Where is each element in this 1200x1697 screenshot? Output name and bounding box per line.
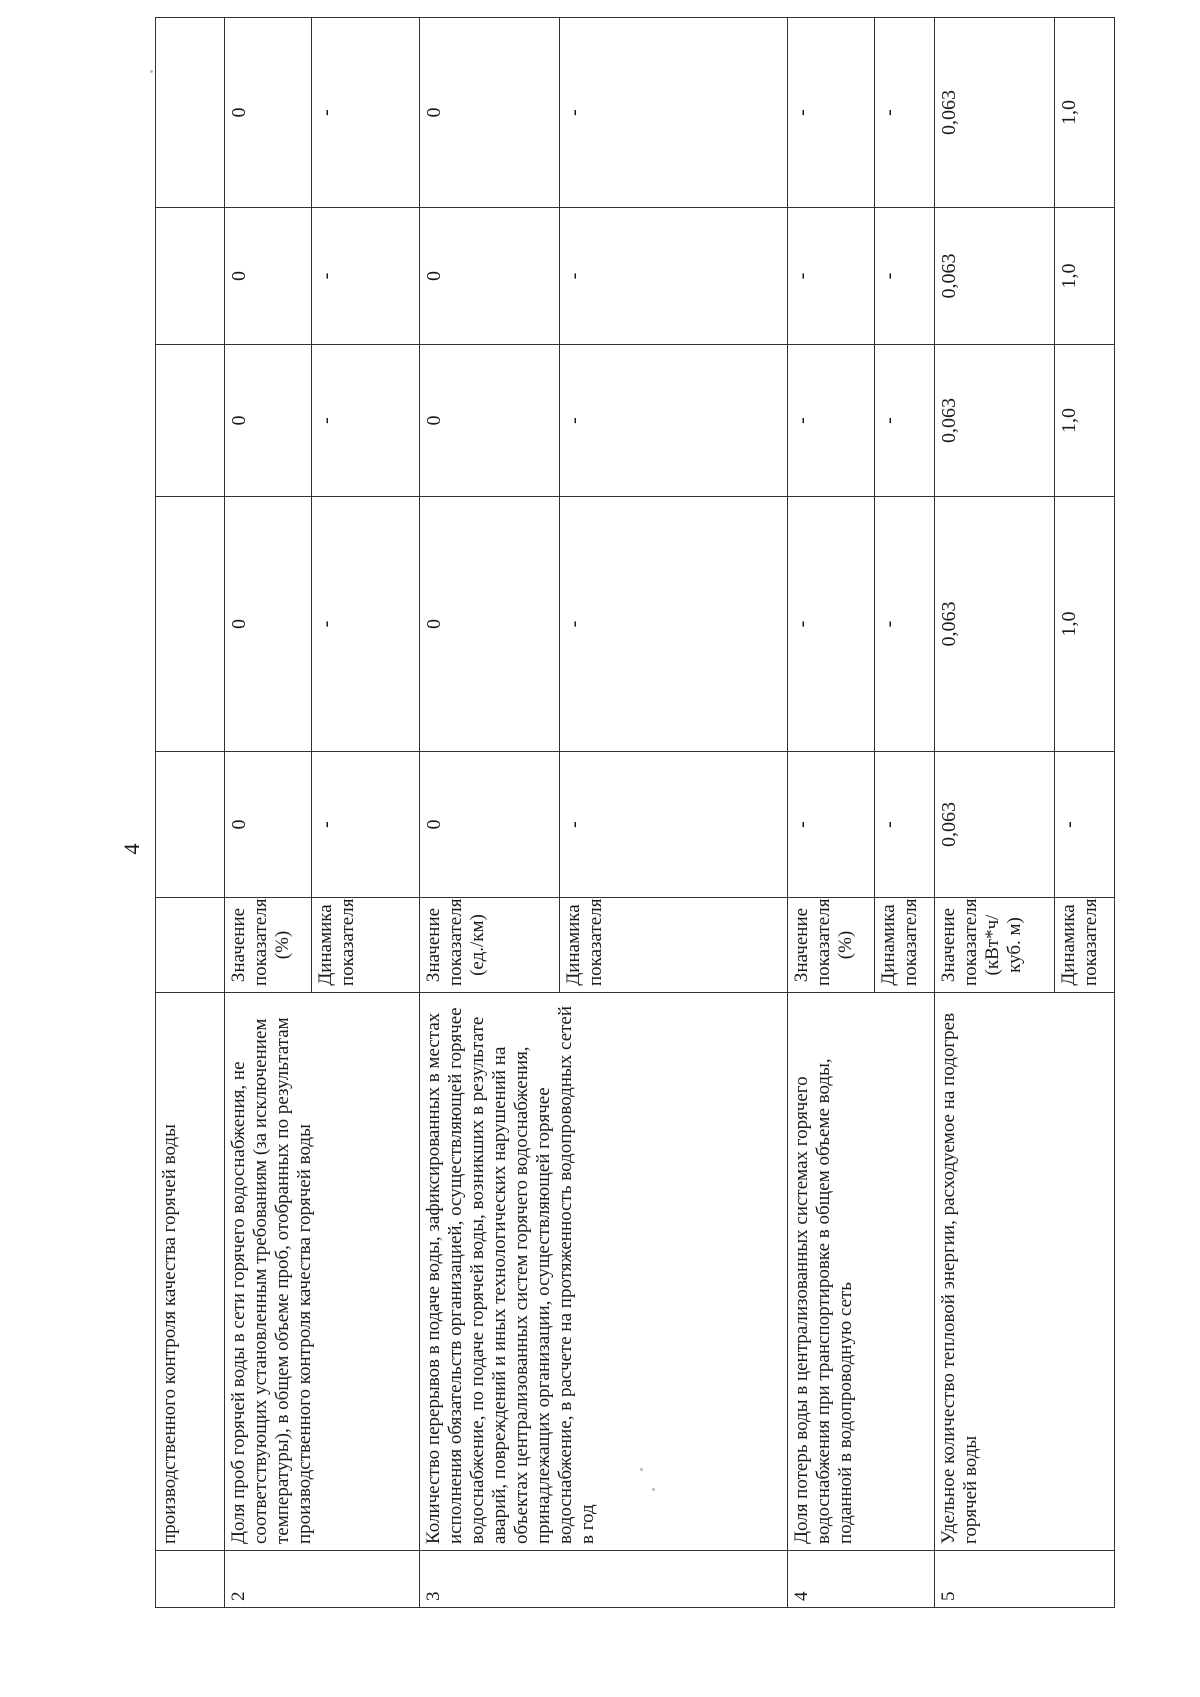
value-cell: - — [311, 208, 420, 345]
row-description: Удельное количество тепловой энергии, расходуемое на подогрев горячей воды — [935, 993, 1115, 1551]
value-cell: 0,063 — [935, 497, 1055, 752]
table-row — [788, 18, 875, 1608]
row-description: Доля потерь воды в централизованных системах горячего водоснабжения при транспортировке в общем объеме воды, поданной в водопроводную сеть — [788, 993, 935, 1551]
indicator-label: Динамика показателя — [1055, 898, 1115, 993]
value-cell: 1,0 — [1055, 497, 1115, 752]
value-cell: 0 — [224, 752, 311, 898]
row-number: 3 — [420, 1551, 788, 1608]
table-row — [420, 18, 559, 1608]
value-cell: - — [875, 18, 935, 208]
value-cell: 1,0 — [1055, 18, 1115, 208]
table-row — [935, 18, 1055, 1608]
value-cell: - — [559, 208, 788, 345]
value-cell: - — [311, 18, 420, 208]
row-number: 4 — [788, 1551, 935, 1608]
value-cell: - — [311, 345, 420, 497]
value-cell: 1,0 — [1055, 345, 1115, 497]
row-number: 2 — [224, 1551, 420, 1608]
value-cell: 0 — [420, 497, 559, 752]
indicator-label — [156, 898, 225, 993]
value-cell: - — [311, 752, 420, 898]
value-cell — [156, 752, 225, 898]
value-cell: - — [1055, 752, 1115, 898]
value-cell: - — [311, 497, 420, 752]
scan-artifact — [150, 70, 153, 73]
value-cell: 0,063 — [935, 345, 1055, 497]
value-cell: 0 — [224, 208, 311, 345]
rotated-table-container — [155, 18, 1115, 1608]
indicator-label: Значение показателя (кВт*ч/куб. м) — [935, 898, 1055, 993]
indicator-label: Динамика показателя — [311, 898, 420, 993]
page-number: 4 — [119, 843, 144, 855]
value-cell: 0,063 — [935, 752, 1055, 898]
table-row — [224, 18, 311, 1608]
indicator-label: Динамика показателя — [875, 898, 935, 993]
indicator-label: Значение показателя (%) — [224, 898, 311, 993]
value-cell: 0,063 — [935, 208, 1055, 345]
indicator-label: Значение показателя (%) — [788, 898, 875, 993]
indicator-label: Значение показателя (ед./км) — [420, 898, 559, 993]
value-cell — [156, 345, 225, 497]
row-number — [156, 1551, 225, 1608]
value-cell: 0 — [420, 18, 559, 208]
value-cell: 0 — [224, 18, 311, 208]
value-cell: - — [788, 752, 875, 898]
value-cell: 0 — [224, 497, 311, 752]
value-cell: - — [875, 345, 935, 497]
value-cell: - — [788, 345, 875, 497]
value-cell: - — [788, 18, 875, 208]
value-cell: - — [559, 345, 788, 497]
value-cell: - — [875, 208, 935, 345]
value-cell: - — [559, 752, 788, 898]
value-cell: - — [875, 752, 935, 898]
value-cell: 0,063 — [935, 18, 1055, 208]
value-cell: - — [788, 208, 875, 345]
scan-artifact — [640, 1468, 643, 1471]
value-cell: 0 — [224, 345, 311, 497]
value-cell: - — [559, 497, 788, 752]
value-cell: 0 — [420, 752, 559, 898]
row-description: Доля проб горячей воды в сети горячего водоснабжения, не соответствующих установленным требованиям (за исключением температуры), в общем объеме проб, отобранных по результатам производственного контроля качества горячей воды — [224, 993, 420, 1551]
value-cell: 1,0 — [1055, 208, 1115, 345]
value-cell: - — [875, 497, 935, 752]
indicators-table — [155, 17, 1115, 1608]
value-cell: 0 — [420, 208, 559, 345]
value-cell — [156, 208, 225, 345]
value-cell: 0 — [420, 345, 559, 497]
value-cell: - — [788, 497, 875, 752]
value-cell: - — [559, 18, 788, 208]
row-description: производственного контроля качества горячей воды — [156, 993, 225, 1551]
row-number: 5 — [935, 1551, 1115, 1608]
value-cell — [156, 18, 225, 208]
indicator-label: Динамика показателя — [559, 898, 788, 993]
row-description: Количество перерывов в подаче воды, зафиксированных в местах исполнения обязательств организацией, осуществляющей горячее водоснабжение, по подаче горячей воды, возникших в результате аварий, повреждений и иных технологических нарушений на объектах централизованных систем горячего водоснабжения, принадлежащих организации, осуществляющей горячее водоснабжение, в расчете на протяженность водопроводных сетей в год — [420, 993, 788, 1551]
table-row — [156, 18, 225, 1608]
scan-artifact — [652, 1488, 655, 1491]
value-cell — [156, 497, 225, 752]
